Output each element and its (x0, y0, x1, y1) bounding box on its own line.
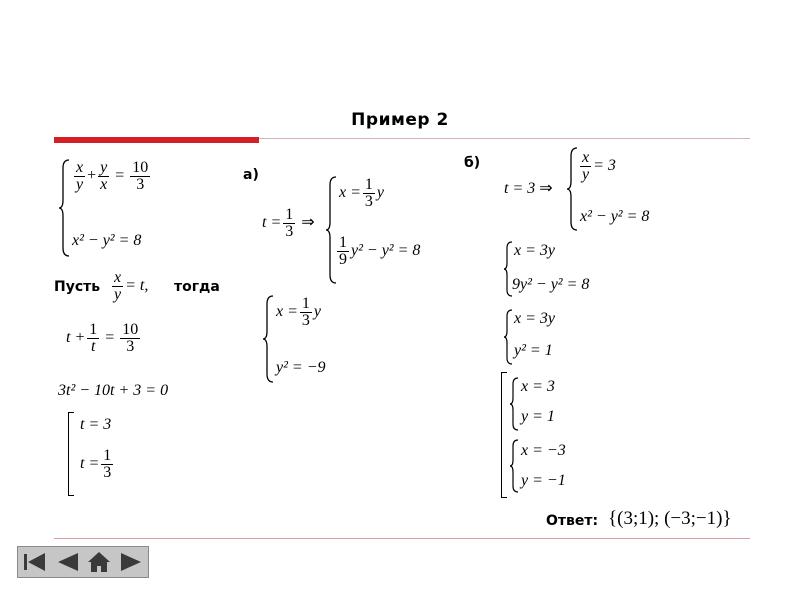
case-a-system-1 (325, 175, 445, 285)
home-icon (86, 550, 112, 574)
case-b-solution-set (501, 372, 611, 498)
root-1: t = 3 (80, 416, 112, 433)
system-original-row2: x² − y² = 8 (72, 232, 142, 249)
footer-divider (54, 538, 750, 539)
case-b-system-1-row2: x² − y² = 8 (580, 208, 650, 225)
system-original (58, 158, 183, 258)
case-a-system-2-row2: y² = −9 (276, 359, 326, 376)
case-a-t: t = $\frac{1}{3}$ ⇒ (262, 206, 315, 240)
arrow-right-icon (119, 550, 145, 574)
skip-back-icon (21, 550, 47, 574)
solution-2-x: x = −3 (521, 442, 566, 459)
case-a-label: а) (243, 167, 259, 183)
case-b-system-3-row2: y² = 1 (514, 342, 553, 359)
solution-1-y: y = 1 (521, 408, 555, 425)
answer-label: Ответ: (546, 513, 599, 529)
solution-1-x: x = 3 (521, 378, 555, 395)
solution-2-y: y = −1 (521, 472, 566, 489)
slide-title: Пример 2 (351, 110, 449, 130)
let-label: Пусть (54, 279, 101, 295)
next-slide-button[interactable] (119, 550, 145, 574)
arrow-left-icon (54, 550, 80, 574)
case-b-system-3-row1: x = 3y (514, 310, 555, 327)
solution-bracket (501, 372, 507, 498)
title-divider (259, 138, 750, 139)
brace-icon (566, 146, 578, 232)
case-a-system-1-row2: $\frac{1}{9}$ y² − y² = 8 (339, 234, 421, 268)
quadratic-equation: 3t² − 10t + 3 = 0 (58, 382, 169, 399)
case-b-t: t = 3 ⇒ (504, 180, 553, 197)
answer-value: {(3;1); (−3;−1)} (608, 508, 732, 529)
case-b-system-1-row1: $\frac{x}{y}$ = 3 (582, 149, 616, 183)
case-a-system-2-row1: x = $\frac{1}{3}$ y (276, 295, 322, 329)
case-b-system-2 (503, 240, 623, 298)
case-b-system-1 (566, 146, 686, 232)
brace-icon (509, 438, 519, 494)
case-b-system-2-row2: 9y² − y² = 8 (512, 276, 590, 293)
first-slide-button[interactable] (21, 550, 47, 574)
roots-bracket (68, 412, 74, 496)
case-b-system-2-row1: x = 3y (514, 242, 555, 259)
substitution: $\frac{x}{y}$ = t, (114, 269, 149, 303)
brace-icon (509, 376, 519, 432)
equation-t: t + $\frac{1}{t}$ = $\frac{10}{3}$ (66, 321, 139, 355)
brace-icon (325, 175, 337, 285)
case-a-system-1-row1: x = $\frac{1}{3}$ y (339, 176, 385, 210)
case-a-system-2 (262, 294, 362, 384)
brace-icon (503, 308, 513, 366)
home-button[interactable] (86, 550, 112, 574)
case-b-system-3 (503, 308, 603, 366)
then-label: тогда (174, 279, 220, 295)
slide-navigation (17, 546, 149, 578)
title-accent-bar (54, 137, 259, 143)
brace-icon (58, 158, 70, 258)
case-b-label: б) (464, 155, 481, 171)
system-original-row1: $\frac{x}{y}$ + $\frac{y}{x}$ = $\frac{10}{3}$ (76, 159, 149, 193)
root-2: t = $\frac{1}{3}$ (80, 447, 112, 481)
previous-slide-button[interactable] (54, 550, 80, 574)
brace-icon (262, 294, 274, 384)
